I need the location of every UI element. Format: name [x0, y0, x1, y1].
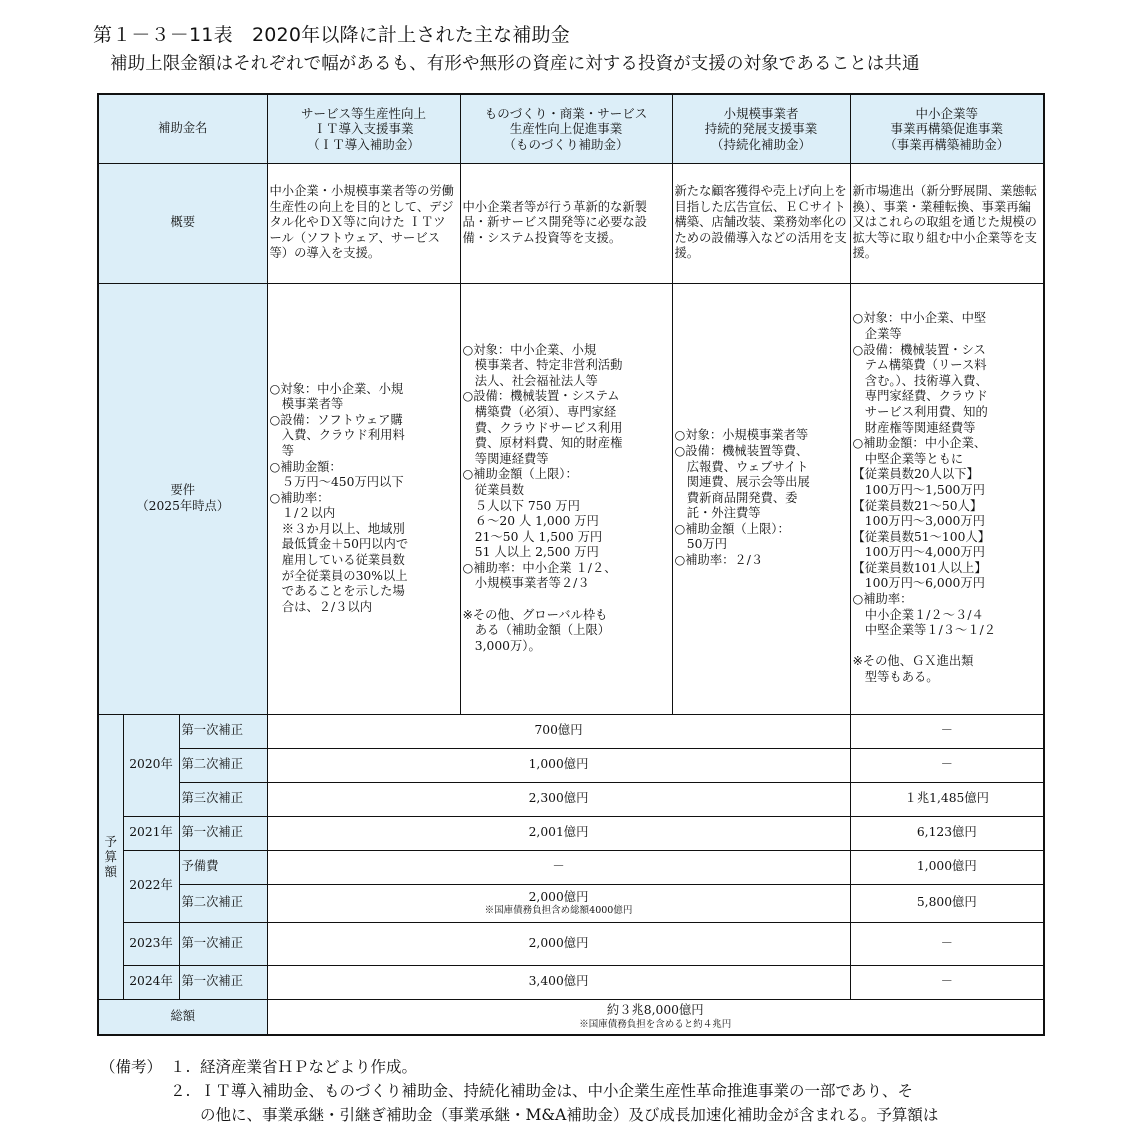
budget-year-2021: 2021年	[123, 816, 179, 850]
budget-restructure-value: －	[850, 922, 1044, 965]
budget-shared-value: 3,400億円	[267, 965, 850, 999]
budget-restructure-value: 6,123億円	[850, 816, 1044, 850]
budget-shared-value: 2,300億円	[267, 782, 850, 816]
notes	[100, 1055, 938, 1127]
budget-restructure-value: １兆1,485億円	[850, 782, 1044, 816]
total-value	[267, 999, 1044, 1035]
budget-shared-value: 2,000億円	[267, 922, 850, 965]
requirements-it: ○対象：中小企業、小規 模事業者等 ○設備：ソフトウェア購 入費、クラウド利用料 等 ○補助金額： ５万円～450万円以下 ○補助率： １/２以内 ※３か月以上、地域別 最低賃金＋50円以内で 雇用している従業員数 が全従業員の30%以上 であることを示した場 合は、２/３以内	[267, 283, 460, 714]
notes-lead-spacer	[100, 1079, 170, 1103]
budget-shared-value: 1,000億円	[267, 748, 850, 782]
budget-year-2023: 2023年	[123, 922, 179, 965]
budget-restructure-value: 5,800億円	[850, 884, 1044, 922]
budget-type: 第二次補正	[179, 884, 267, 922]
note-row	[100, 1055, 938, 1079]
budget-type: 予備費	[179, 850, 267, 884]
budget-shared-amount: 2,000億円	[528, 889, 589, 904]
row-header-budget: 予 算 額	[98, 714, 123, 999]
column-header-saikochiku: 中小企業等 事業再構築促進事業 （事業再構築補助金）	[850, 94, 1044, 163]
notes-lead: （備考）	[100, 1058, 163, 1076]
row-header-total: 総額	[98, 999, 267, 1035]
budget-shared-value	[267, 884, 850, 922]
overview-monozukuri: 中小企業者等が行う革新的な新製品・新サービス開発等に必要な設備・システム投資等を支援。	[460, 163, 672, 283]
note-continuation-text: の他に、事業承継・引継ぎ補助金（事業承継・M&A補助金）及び成長加速化補助金が含まれる。予算額は	[200, 1106, 939, 1124]
budget-shared-value: 2,001億円	[267, 816, 850, 850]
note-number: １.	[170, 1058, 191, 1076]
budget-type: 第三次補正	[179, 782, 267, 816]
requirements-label: 要件	[170, 482, 196, 497]
requirements-saikochiku: ○対象：中小企業、中堅 企業等 ○設備：機械装置・シス テム構築費（リース料 含む。）、技術導入費、 専門家経費、クラウド サービス利用費、知的 財産権等関連経費等 ○補助金額：中小企業、 中堅企業等ともに 【従業員数20人以下】 100万円～1,500万円 【従業員数21～50人】 100万円～3,000万円 【従業員数51～100人】 100万円～4,000万円 【従業員数101人以上】 100万円～6,000万円 ○補助率： 中小企業１/２～３/４ 中堅企業等１/３～１/２ ※その他、ＧＸ進出類 型等もある。	[850, 283, 1044, 714]
budget-type: 第一次補正	[179, 816, 267, 850]
budget-type: 第二次補正	[179, 748, 267, 782]
requirements-monozukuri: ○対象：中小企業、小規 模事業者、特定非営利活動 法人、社会福祉法人等 ○設備：機械装置・システム 構築費（必須）、専門家経 費、クラウドサービス利用 費、原材料費、知的財産権 等関連経費等 ○補助金額（上限）： 従業員数 ５人以下 750 万円 ６～20 人 1,000 万円 21～50 人 1,500 万円 51 人以上 2,500 万円 ○補助率：中小企業 １/２、 小規模事業者等２/３ ※その他、グローバル枠も ある（補助金額（上限） 3,000万）。	[460, 283, 672, 714]
note-continuation	[100, 1103, 938, 1127]
budget-restructure-value: －	[850, 748, 1044, 782]
column-header-monozukuri: ものづくり・商業・サービス 生産性向上促進事業 （ものづくり補助金）	[460, 94, 672, 163]
column-header-it: サービス等生産性向上 ＩＴ導入支援事業 （ＩＴ導入補助金）	[267, 94, 460, 163]
column-header-jizokuka: 小規模事業者 持続的発展支援事業 （持続化補助金）	[672, 94, 850, 163]
budget-shared-value: 700億円	[267, 714, 850, 748]
table-title: 第１－３－11表 2020年以降に計上された主な補助金	[93, 24, 570, 46]
row-header-overview: 概要	[98, 163, 267, 283]
budget-restructure-value: －	[850, 714, 1044, 748]
note-number: ２.	[170, 1082, 191, 1100]
overview-saikochiku: 新市場進出（新分野展開、業態転換）、事業・業種転換、事業再編又はこれらの取組を通じた規模の拡大等に取り組む中小企業等を支援。	[850, 163, 1044, 283]
note-text: 経済産業省ＨＰなどより作成。	[200, 1058, 418, 1076]
budget-year-2020: 2020年	[123, 714, 179, 816]
requirements-jizokuka: ○対象：小規模事業者等 ○設備：機械装置等費、 広報費、ウェブサイト 関連費、展示会等出展 費新商品開発費、委 託・外注費等 ○補助金額（上限）： 50万円 ○補助率：２/３	[672, 283, 850, 714]
subsidy-table	[97, 93, 1045, 1036]
budget-year-2024: 2024年	[123, 965, 179, 999]
note-row	[100, 1079, 938, 1103]
budget-shared-note: ※国庫債務負担含め総額4000億円	[484, 905, 633, 917]
budget-restructure-value: 1,000億円	[850, 850, 1044, 884]
budget-shared-value: －	[267, 850, 850, 884]
budget-type: 第一次補正	[179, 714, 267, 748]
requirements-sublabel: （2025年時点）	[136, 498, 230, 513]
note-text: ＩＴ導入補助金、ものづくり補助金、持続化補助金は、中小企業生産性革命推進事業の一部であり、そ	[200, 1082, 914, 1100]
budget-restructure-value: －	[850, 965, 1044, 999]
budget-type: 第一次補正	[179, 922, 267, 965]
budget-year-2022: 2022年	[123, 850, 179, 922]
overview-it: 中小企業・小規模事業者等の労働生産性の向上を目的として、デジタル化やＤＸ等に向けた ＩＴツール（ソフトウェア、サービス等）の導入を支援。	[267, 163, 460, 283]
total-amount: 約３兆8,000億円	[606, 1003, 704, 1018]
budget-type: 第一次補正	[179, 965, 267, 999]
total-note: ※国庫債務負担を含めると約４兆円	[579, 1019, 732, 1031]
row-header-name: 補助金名	[98, 94, 267, 163]
table-subtitle: 補助上限金額はそれぞれで幅があるも、有形や無形の資産に対する投資が支援の対象であることは共通	[110, 54, 920, 74]
row-header-requirements	[98, 283, 267, 714]
overview-jizokuka: 新たな顧客獲得や売上げ向上を目指した広告宣伝、ＥＣサイト構築、店舗改装、業務効率化のための設備導入などの活用を支援。	[672, 163, 850, 283]
